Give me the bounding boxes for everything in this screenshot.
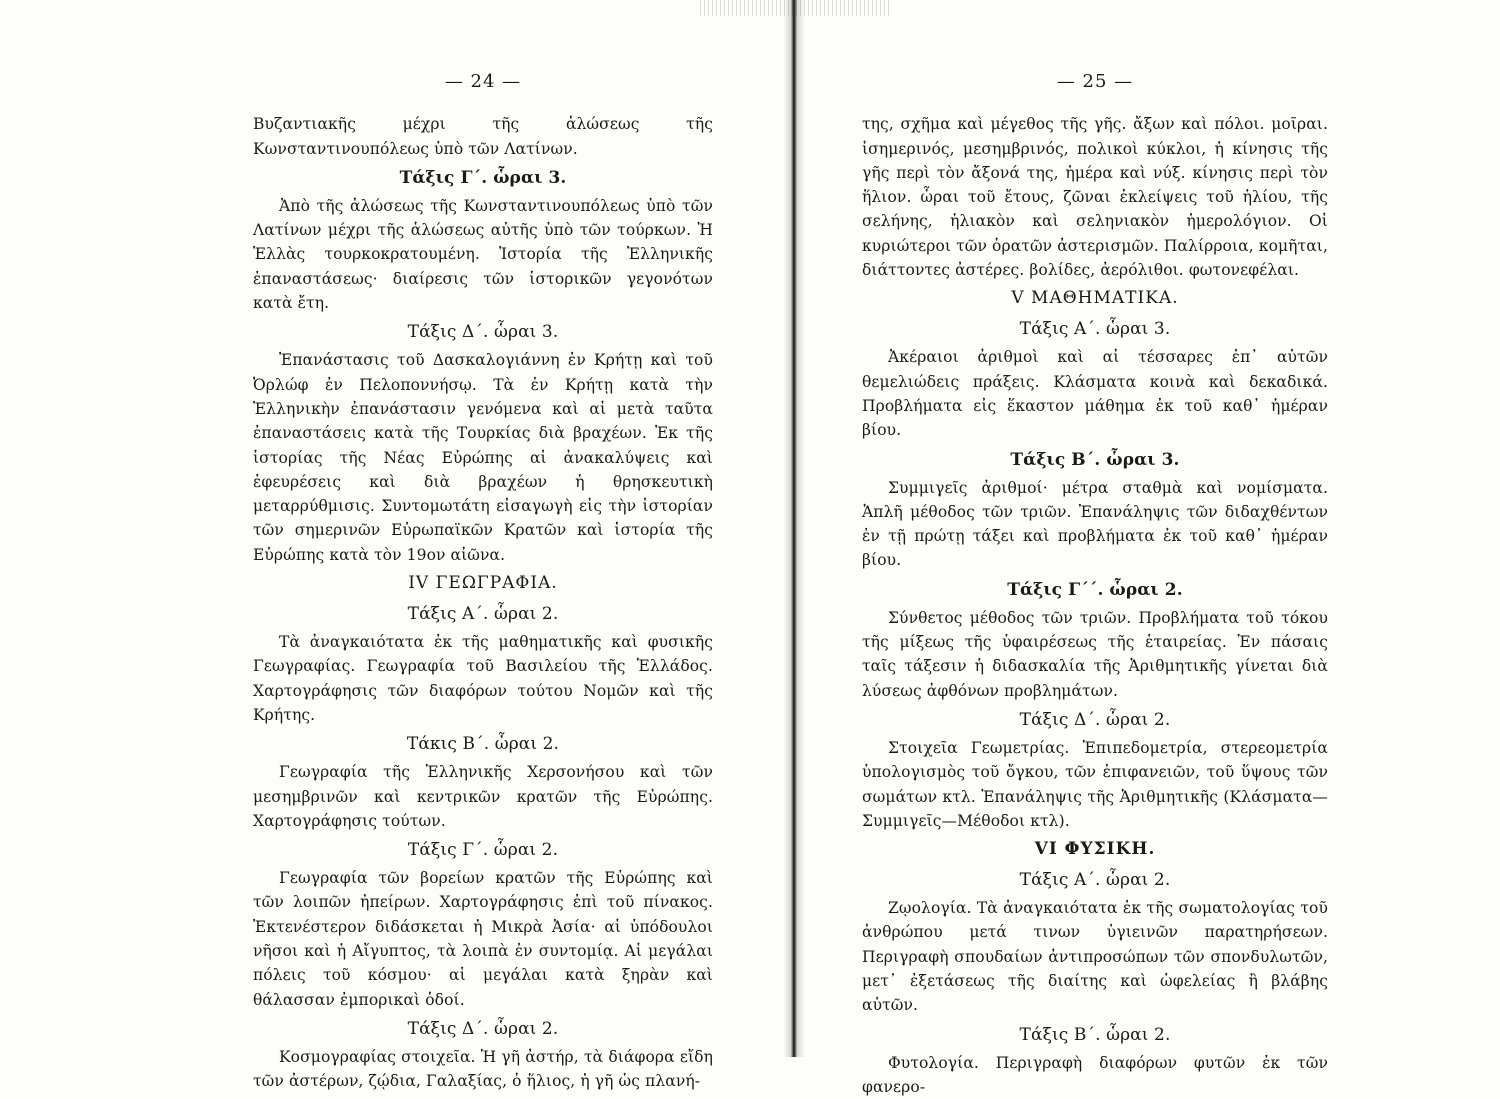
heading-class-a-math: Τάξις Α΄. ὧραι 3. bbox=[1019, 319, 1171, 340]
heading-class-a-geography: Τάξις Α΄. ὧραι 2. bbox=[407, 604, 559, 625]
section-heading-physics: VI ΦΥΣΙΚΗ. bbox=[1034, 839, 1156, 860]
heading-class-d-math: Τάξις Δ΄. ὧραι 2. bbox=[1019, 709, 1171, 730]
paragraph-class-b-math: Συμμιγεῖς ἀριθμοί· μέτρα σταθμὰ καὶ νομίσματα. Ἁπλῆ μέθοδος τῶν τριῶν. Ἐπανάληψις τῶν διδαχθέντων ἐν τῇ πρώτῃ τάξει καὶ προβλήματα ἐκ τοῦ καθ᾽ ἡμέραν βίου. bbox=[862, 478, 1328, 570]
paragraph-class-d-history: Ἐπανάστασις τοῦ Δασκαλογιάννη ἐν Κρήτῃ καὶ τοῦ Ὀρλώφ ἐν Πελοποννήσῳ. Τὰ ἐν Κρήτῃ κατὰ τὴν Ἑλληνικὴν ἐπανάστασιν γενόμενα καὶ αἱ μετὰ ταῦτα ἐπαναστάσεις κατὰ τῆς Τουρκίας διὰ βραχέων. Ἐκ τῆς ἱστορίας τῆς Νέας Εὐρώπης αἱ ἀνακαλύψεις καὶ ἐφευρέσεις καὶ διὰ βραχέων ἡ θρησκευτικὴ μεταρρύθμισις. Συντομωτάτη εἰσαγωγὴ εἰς τὴν ἱστορίαν τῶν σημερινῶν Εὐρωπαϊκῶν Κρατῶν καὶ ἱστορία τῆς Εὐρώπης κατὰ τὸν 19ον αἰῶνα. bbox=[253, 351, 713, 564]
paragraph-class-b-physics: Φυτολογία. Περιγραφὴ διαφόρων φυτῶν ἐκ τῶν φανερο- bbox=[862, 1053, 1328, 1096]
right-page bbox=[862, 70, 1328, 1099]
heading-class-d-history: Τάξις Δ΄. ὧραι 3. bbox=[407, 322, 559, 343]
paragraph-class-g-geography: Γεωγραφία τῶν βορείων κρατῶν τῆς Εὐρώπης καὶ τῶν λοιπῶν ἠπείρων. Χαρτογράφησις ἐπὶ τοῦ πίνακος. Ἐκτενέστερον διδάσκεται ἡ Μικρὰ Ἀσία· αἱ ὑπόδουλοι νῆσοι καὶ ἡ Αἴγυπτος, τὰ λοιπὰ ἐν συντομίᾳ. Αἱ μεγάλαι πόλεις τοῦ κόσμου· αἱ μεγάλαι κατὰ ξηρὰν καὶ θάλασσαν ἐμπορικαὶ ὁδοί. bbox=[253, 869, 713, 1009]
heading-class-g-geography: Τάξις Γ΄. ὧραι 2. bbox=[407, 840, 559, 861]
page-number-24: — 24 — bbox=[444, 71, 522, 92]
book-gutter bbox=[783, 0, 805, 1057]
paragraph-class-g-history: Ἀπὸ τῆς ἁλώσεως τῆς Κωνσταντινουπόλεως ὑπὸ τῶν Λατίνων μέχρι τῆς ἁλώσεως αὐτῆς ὑπὸ τῶν τούρκων. Ἡ Ἑλλὰς τουρκοκρατουμένη. Ἱστορία τῆς Ἑλληνικῆς ἐπαναστάσεως· διαίρεσις τῶν ἱστορικῶν γεγονότων κατὰ ἔτη. bbox=[253, 196, 713, 313]
paragraph-class-a-math: Ἀκέραιοι ἀριθμοὶ καὶ αἱ τέσσαρες ἐπ᾽ αὐτῶν θεμελιώδεις πράξεις. Κλάσματα κοινὰ καὶ δεκαδικά. Προβλήματα εἰς ἕκαστον μάθημα ἐκ τοῦ καθ᾽ ἡμέραν βίου. bbox=[862, 348, 1328, 440]
heading-class-d-geography: Τάξις Δ΄. ὧραι 2. bbox=[407, 1018, 559, 1039]
continuation-paragraph: της, σχῆμα καὶ μέγεθος τῆς γῆς. ἄξων καὶ πόλοι. μοῖραι. ἰσημερινός, μεσημβρινός, πολικοὶ κύκλοι, ἡ κίνησις τῆς γῆς περὶ τὸν ἄξονά της, ἡμέρα καὶ νύξ. κίνησις περὶ τὸν ἥλιον. ὧραι τοῦ ἔτους, ζῶναι ἐκλείψεις τοῦ ἡλίου, τῆς σελήνης, ἡλιακὸν καὶ σεληνιακὸν ἡμερολόγιον. Οἱ κυριώτεροι τῶν ὁρατῶν ἀστερισμῶν. Παλίρροια, κομῆται, διάττοντες ἀστέρες. βολίδες, ἀερόλιθοι. φωτονεφέλαι. bbox=[862, 115, 1329, 280]
heading-class-a-physics: Τάξις Α΄. ὧραι 2. bbox=[1019, 870, 1171, 891]
paragraph-class-d-math: Στοιχεῖα Γεωμετρίας. Ἐπιπεδομετρία, στερεομετρία ὑπολογισμὸς τοῦ ὄγκου, τῶν ἐπιφανειῶν, τοῦ ὕψους τῶν σωμάτων κτλ. Ἐπανάληψις τῆς Ἀριθμητικῆς (Κλάσματα—Συμμιγεῖς—Μέθοδοι κτλ). bbox=[862, 738, 1328, 830]
left-page bbox=[253, 70, 713, 1094]
paragraph-class-d-geography: Κοσμογραφίας στοιχεῖα. Ἡ γῆ ἀστήρ, τὰ διάφορα εἴδη τῶν ἀστέρων, ζῴδια, Γαλαξίας, ὁ ἥλιος, ἡ γῆ ὡς πλανή- bbox=[253, 1047, 713, 1091]
heading-class-b-geography: Τάκις Β΄. ὧραι 2. bbox=[406, 734, 560, 755]
heading-class-g-history: Τάξις Γ΄. ὧραι 3. bbox=[399, 167, 567, 188]
section-heading-geography: IV ΓΕΩΓΡΑΦΙΑ. bbox=[408, 573, 558, 594]
heading-class-b-physics: Τάξις Β΄. ὧραι 2. bbox=[1019, 1024, 1171, 1045]
intro-paragraph: Βυζαντιακῆς μέχρι τῆς ἁλώσεως τῆς Κωνσταντινουπόλεως ὑπὸ τῶν Λατίνων. bbox=[253, 115, 713, 158]
paragraph-class-a-physics: Ζῳολογία. Τὰ ἀναγκαιότατα ἐκ τῆς σωματολογίας τοῦ ἀνθρώπου μετά τινων ὑγιεινῶν παρατηρήσεων. Περιγραφὴ σπουδαίων ἀντιπροσώπων τῶν σπονδυλωτῶν, μετ᾽ ἐξετάσεως τῆς διαίτης καὶ ὠφελείας ἢ βλάβης αὐτῶν. bbox=[862, 899, 1328, 1015]
heading-class-g-math: Τάξις Γ΄΄. ὧραι 2. bbox=[1007, 579, 1183, 600]
section-heading-mathematics: V ΜΑΘΗΜΑΤΙΚΑ. bbox=[1011, 288, 1179, 309]
heading-class-b-math: Τάξις Β΄. ὧραι 3. bbox=[1010, 449, 1180, 470]
page-number-25: — 25 — bbox=[1056, 71, 1134, 92]
paragraph-class-a-geography: Τὰ ἀναγκαιότατα ἐκ τῆς μαθηματικῆς καὶ φυσικῆς Γεωγραφίας. Γεωγραφία τοῦ Βασιλείου τῆς Ἑλλάδος. Χαρτογράφησις τῶν διαφόρων τούτου Νομῶν καὶ τῆς Κρήτης. bbox=[253, 633, 713, 724]
paragraph-class-b-geography: Γεωγραφία τῆς Ἑλληνικῆς Χερσονήσου καὶ τῶν μεσημβρινῶν καὶ κεντρικῶν κρατῶν τῆς Εὐρώπης. Χαρτογράφησις τούτων. bbox=[253, 763, 713, 830]
paragraph-class-g-math: Σύνθετος μέθοδος τῶν τριῶν. Προβλήματα τοῦ τόκου τῆς μίξεως τῆς ὑφαιρέσεως τῆς ἑταιρείας. Ἐν πάσαις ταῖς τάξεσιν ἡ διδασκαλία τῆς Ἀριθμητικῆς γίνεται διὰ λύσεως ἀφθόνων προβλημάτων. bbox=[862, 608, 1328, 700]
